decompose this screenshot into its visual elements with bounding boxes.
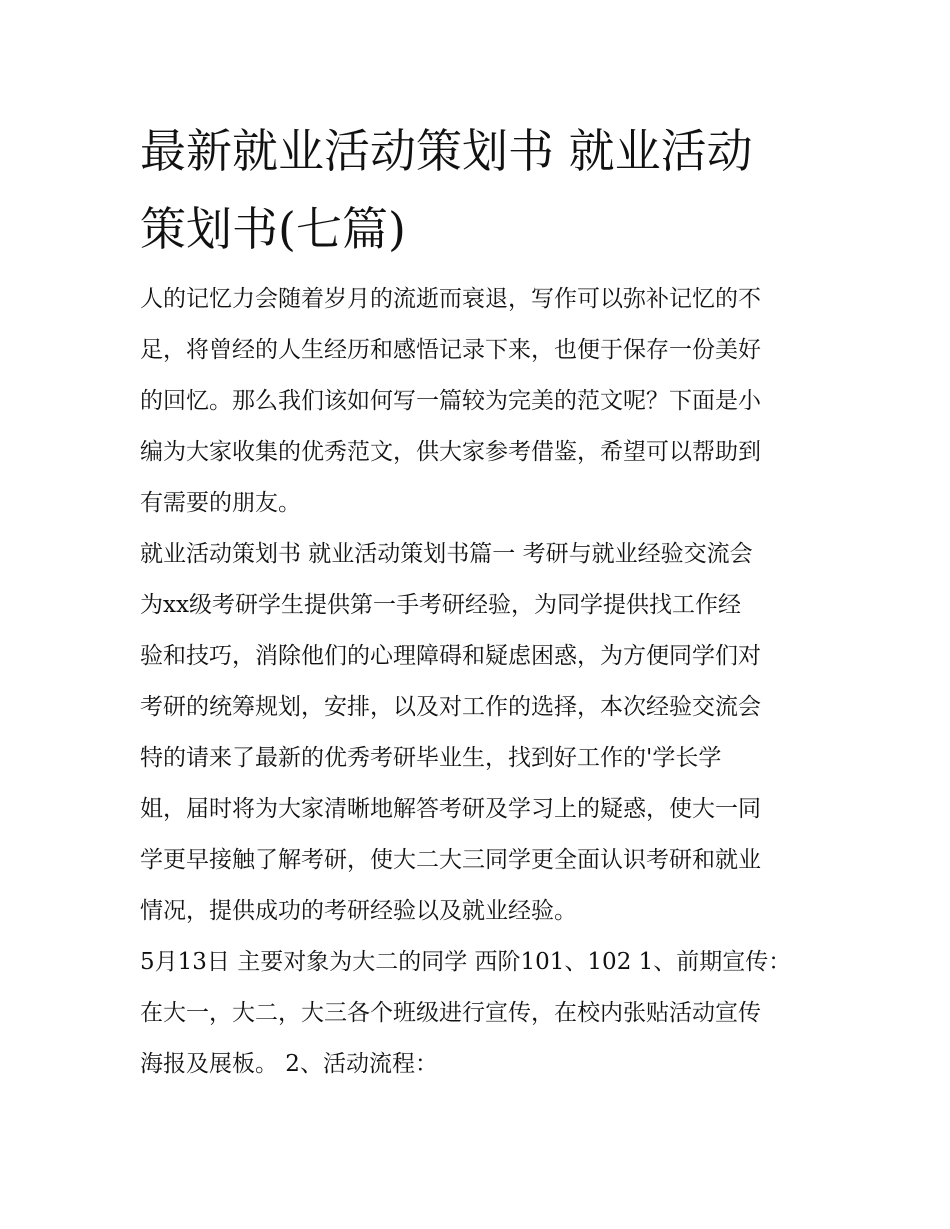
- body-line: 编为大家收集的优秀范文，供大家参考借鉴，希望可以帮助到: [140, 439, 761, 465]
- body-line: 有需要的朋友。: [140, 490, 301, 516]
- body-line: 人的记忆力会随着岁月的流逝而衰退，写作可以弥补记忆的不: [140, 286, 761, 312]
- body-line: 在大一，大二，大三各个班级进行宣传，在校内张贴活动宣传: [140, 1000, 761, 1026]
- body-line: 海报及展板。 2、活动流程：: [140, 1051, 438, 1077]
- document-title: [140, 112, 820, 268]
- body-line: 情况，提供成功的考研经验以及就业经验。: [140, 898, 577, 924]
- body-line: 足，将曾经的人生经历和感悟记录下来，也便于保存一份美好: [140, 337, 761, 363]
- body-line: 学更早接触了解考研，使大二大三同学更全面认识考研和就业: [140, 847, 761, 873]
- body-line: 的回忆。那么我们该如何写一篇较为完美的范文呢？下面是小: [140, 388, 761, 414]
- body-line: 就业活动策划书 就业活动策划书篇一 考研与就业经验交流会: [140, 541, 753, 567]
- body-line: 特的请来了最新的优秀考研毕业生，找到好工作的'学长学: [140, 745, 722, 771]
- document-body: [140, 274, 830, 1090]
- body-line: 5月13日 主要对象为大二的同学 西阶101、102 1、前期宣传：: [140, 949, 792, 975]
- body-line: 姐，届时将为大家清晰地解答考研及学习上的疑惑，使大一同: [140, 796, 761, 822]
- title-line: 最新就业活动策划书 就业活动: [140, 124, 753, 178]
- title-line: 策划书(七篇): [140, 202, 406, 256]
- body-line: 为xx级考研学生提供第一手考研经验，为同学提供找工作经: [140, 592, 741, 618]
- body-line: 考研的统筹规划，安排，以及对工作的选择，本次经验交流会: [140, 694, 761, 720]
- body-line: 验和技巧，消除他们的心理障碍和疑虑困惑，为方便同学们对: [140, 643, 761, 669]
